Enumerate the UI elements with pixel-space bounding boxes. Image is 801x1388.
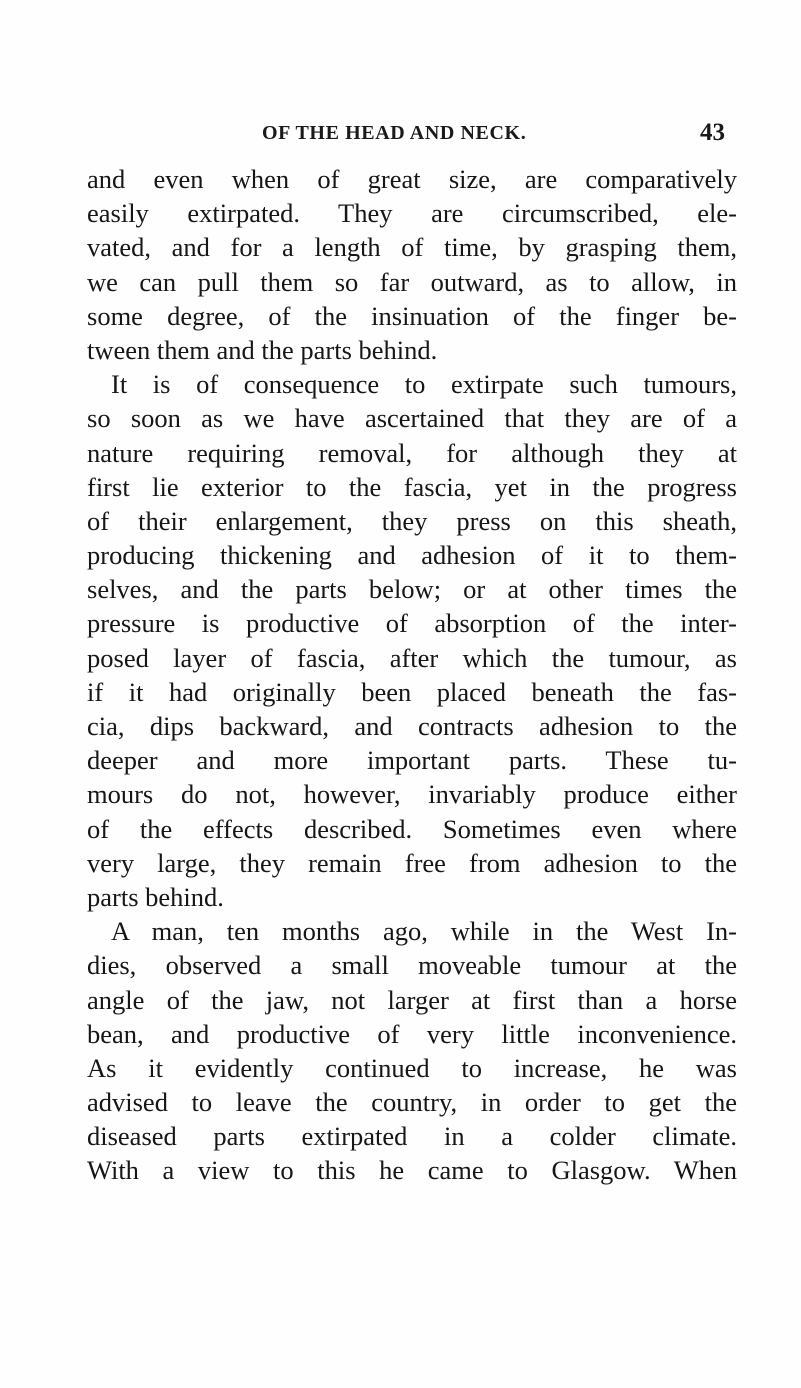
text-line: dies, observed a small moveable tumour at the: [87, 950, 737, 981]
text-line: mours do not, however, invariably produce either: [87, 779, 737, 810]
text-line: very large, they remain free from adhesion to the: [87, 847, 737, 878]
running-head: [0, 119, 801, 152]
text-line: nature requiring removal, for although they at: [87, 437, 737, 468]
body-text: [87, 162, 737, 1188]
text-line: bean, and productive of very little inconvenience.: [87, 1018, 737, 1049]
text-line: so soon as we have ascertained that they are of a: [87, 403, 737, 434]
text-line: angle of the jaw, not larger at first than a horse: [87, 984, 737, 1015]
text-line: easily extirpated. They are circumscribed, ele-: [87, 198, 737, 229]
paragraph-start-line: A man, ten months ago, while in the West In-: [111, 916, 737, 947]
text-line: advised to leave the country, in order to get the: [87, 1087, 737, 1118]
text-line: of the effects described. Sometimes even where: [87, 813, 737, 844]
text-line: of their enlargement, they press on this sheath,: [87, 505, 737, 536]
text-line: posed layer of fascia, after which the tumour, as: [87, 642, 737, 673]
text-line: As it evidently continued to increase, he was: [87, 1052, 737, 1083]
text-line: pressure is productive of absorption of the inter-: [87, 608, 737, 639]
paragraph-start-line: It is of consequence to extirpate such tumours,: [111, 369, 737, 400]
text-line: first lie exterior to the fascia, yet in the progress: [87, 471, 737, 502]
running-title: OF THE HEAD AND NECK.: [262, 122, 527, 144]
text-line: deeper and more important parts. These tu-: [87, 745, 737, 776]
text-line: some degree, of the insinuation of the finger be-: [87, 300, 737, 331]
text-line: tween them and the parts behind.: [87, 334, 438, 365]
page-number: 43: [700, 119, 725, 146]
text-line: vated, and for a length of time, by grasping them,: [87, 232, 737, 263]
text-line: producing thickening and adhesion of it to them-: [87, 540, 737, 571]
text-line: parts behind.: [87, 881, 224, 912]
text-line: we can pull them so far outward, as to allow, in: [87, 266, 737, 297]
text-line: and even when of great size, are comparatively: [87, 164, 737, 194]
text-line: cia, dips backward, and contracts adhesion to the: [87, 711, 737, 741]
text-line: diseased parts extirpated in a colder climate.: [87, 1121, 737, 1152]
text-line: With a view to this he came to Glasgow. When: [87, 1155, 737, 1186]
text-line: if it had originally been placed beneath the fas-: [87, 676, 737, 707]
text-line: selves, and the parts below; or at other times the: [87, 574, 737, 605]
